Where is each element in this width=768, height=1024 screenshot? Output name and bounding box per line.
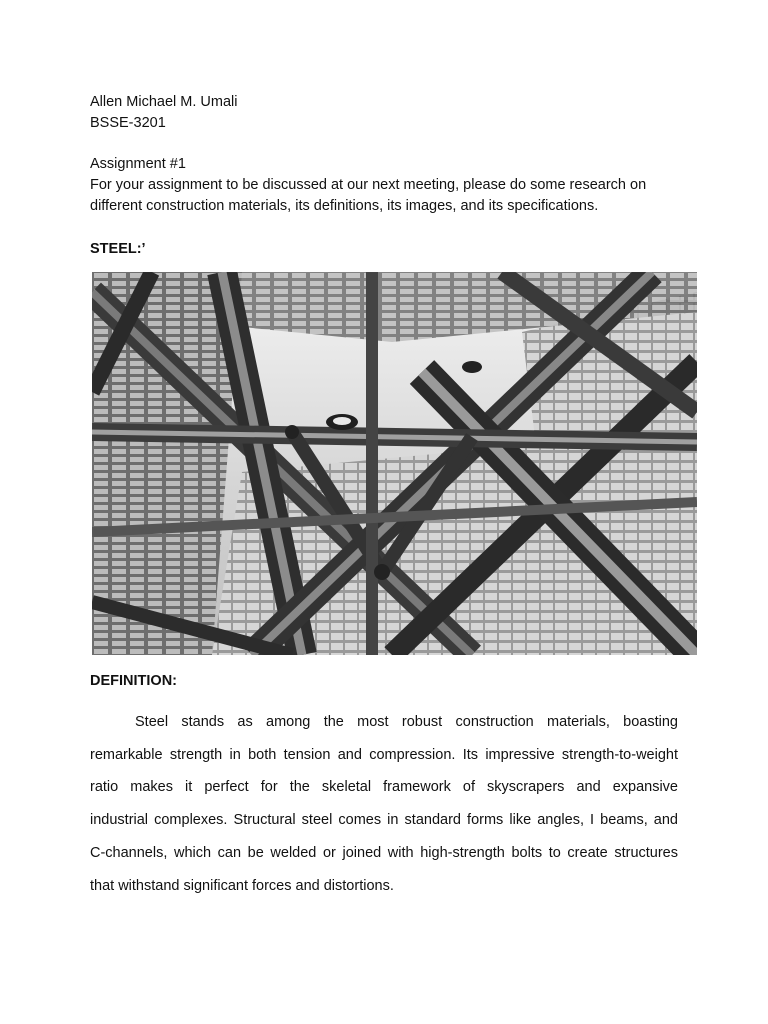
definition-heading: DEFINITION: — [90, 673, 177, 689]
author-name: Allen Michael M. Umali — [90, 94, 238, 110]
definition-paragraph — [90, 713, 678, 903]
definition-line: C-channels, which can be welded or joined with high-strength bolts to create structures — [90, 845, 678, 861]
assignment-title: Assignment #1 — [90, 156, 186, 172]
material-heading: STEEL:’ — [90, 241, 146, 257]
definition-line: that withstand significant forces and distortions. — [90, 878, 394, 894]
definition-line: Steel stands as among the most robust construction materials, boasting — [135, 714, 678, 730]
steel-structure-photo — [92, 272, 697, 655]
assignment-instructions-line-1: For your assignment to be discussed at our next meeting, please do some research on — [90, 177, 647, 193]
definition-line: ratio makes it perfect for the skeletal framework of skyscrapers and expansive — [90, 779, 678, 795]
assignment-instructions-line-2: different construction materials, its definitions, its images, and its specifications. — [90, 198, 599, 214]
definition-line: industrial complexes. Structural steel comes in standard forms like angles, I beams, and — [90, 812, 678, 828]
definition-line: remarkable strength in both tension and compression. Its impressive strength-to-weight — [90, 747, 678, 763]
course-section: BSSE-3201 — [90, 115, 166, 131]
